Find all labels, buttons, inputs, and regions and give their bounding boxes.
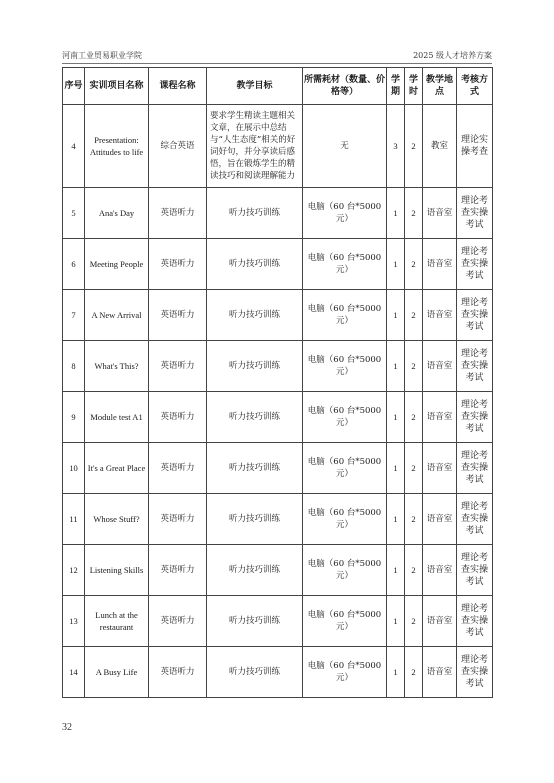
cell-goal: 听力技巧训练 (207, 290, 303, 341)
cell-assess: 理论考查实操考试 (457, 290, 493, 341)
table-row (63, 494, 493, 545)
cell-term: 1 (387, 494, 405, 545)
page-header (62, 50, 492, 61)
col-header-no: 序号 (63, 68, 85, 105)
table-header-row (63, 68, 493, 105)
cell-assess: 理论考查实操考试 (457, 239, 493, 290)
cell-project: It's a Great Place (85, 443, 149, 494)
cell-hours: 2 (405, 239, 423, 290)
cell-goal: 听力技巧训练 (207, 392, 303, 443)
training-table (62, 67, 493, 698)
cell-no: 8 (63, 341, 85, 392)
table-row (63, 392, 493, 443)
page-number: 32 (62, 722, 72, 733)
table-row (63, 239, 493, 290)
header-institution: 河南工业贸易职业学院 (62, 51, 142, 60)
cell-hours: 2 (405, 105, 423, 188)
header-rule (62, 63, 492, 64)
cell-course: 英语听力 (149, 443, 207, 494)
cell-no: 9 (63, 392, 85, 443)
col-header-course: 课程名称 (149, 68, 207, 105)
col-header-material: 所需耗材（数量、价格等） (303, 68, 387, 105)
cell-term: 1 (387, 290, 405, 341)
cell-assess: 理论考查实操考试 (457, 443, 493, 494)
cell-place: 语音室 (423, 494, 457, 545)
cell-project: Module test A1 (85, 392, 149, 443)
cell-goal: 听力技巧训练 (207, 596, 303, 647)
cell-goal: 听力技巧训练 (207, 239, 303, 290)
cell-no: 5 (63, 188, 85, 239)
cell-assess: 理论考查实操考试 (457, 545, 493, 596)
cell-goal: 听力技巧训练 (207, 341, 303, 392)
cell-course: 综合英语 (149, 105, 207, 188)
cell-material: 电脑（60 台*5000 元） (303, 239, 387, 290)
cell-hours: 2 (405, 545, 423, 596)
cell-assess: 理论考查实操考试 (457, 392, 493, 443)
cell-assess: 理论考查实操考试 (457, 494, 493, 545)
cell-no: 13 (63, 596, 85, 647)
cell-hours: 2 (405, 647, 423, 698)
cell-material: 电脑（60 台*5000 元） (303, 188, 387, 239)
cell-course: 英语听力 (149, 545, 207, 596)
cell-term: 1 (387, 341, 405, 392)
cell-no: 11 (63, 494, 85, 545)
cell-goal: 听力技巧训练 (207, 647, 303, 698)
table-row (63, 341, 493, 392)
table-row (63, 188, 493, 239)
cell-term: 3 (387, 105, 405, 188)
cell-assess: 理论考查实操考试 (457, 188, 493, 239)
cell-assess: 理论考查实操考试 (457, 647, 493, 698)
col-header-assess: 考核方式 (457, 68, 493, 105)
cell-project: Whose Stuff? (85, 494, 149, 545)
cell-assess: 理论考查实操考试 (457, 341, 493, 392)
cell-course: 英语听力 (149, 647, 207, 698)
cell-goal: 听力技巧训练 (207, 494, 303, 545)
col-header-hours: 学时 (405, 68, 423, 105)
cell-no: 7 (63, 290, 85, 341)
cell-place: 教室 (423, 105, 457, 188)
cell-no: 12 (63, 545, 85, 596)
cell-hours: 2 (405, 392, 423, 443)
cell-place: 语音室 (423, 647, 457, 698)
cell-term: 1 (387, 188, 405, 239)
col-header-project: 实训项目名称 (85, 68, 149, 105)
cell-hours: 2 (405, 443, 423, 494)
cell-material: 电脑（60 台*5000 元） (303, 494, 387, 545)
cell-place: 语音室 (423, 392, 457, 443)
cell-goal: 听力技巧训练 (207, 443, 303, 494)
table-row (63, 443, 493, 494)
cell-place: 语音室 (423, 596, 457, 647)
cell-project: A New Arrival (85, 290, 149, 341)
cell-goal: 要求学生精读主题相关文章，在展示中总结与“人生态度”相关的好词好句，并分享读后感悟，旨在锻炼学生的精读技巧和阅读理解能力 (207, 105, 303, 188)
header-doc-title: 2025 级人才培养方案 (413, 51, 492, 60)
cell-course: 英语听力 (149, 239, 207, 290)
cell-project: Listening Skills (85, 545, 149, 596)
cell-term: 1 (387, 239, 405, 290)
cell-material: 电脑（60 台*5000 元） (303, 596, 387, 647)
cell-project: Ana's Day (85, 188, 149, 239)
cell-term: 1 (387, 443, 405, 494)
cell-assess: 理论考查实操考试 (457, 596, 493, 647)
cell-material: 电脑（60 台*5000 元） (303, 545, 387, 596)
cell-project: Presentation: Attitudes to life (85, 105, 149, 188)
cell-place: 语音室 (423, 188, 457, 239)
cell-hours: 2 (405, 341, 423, 392)
cell-material: 电脑（60 台*5000 元） (303, 341, 387, 392)
cell-no: 14 (63, 647, 85, 698)
table-row (63, 545, 493, 596)
cell-project: Lunch at the restaurant (85, 596, 149, 647)
cell-no: 4 (63, 105, 85, 188)
cell-project: Meeting People (85, 239, 149, 290)
cell-term: 1 (387, 647, 405, 698)
cell-course: 英语听力 (149, 494, 207, 545)
col-header-goal: 教学目标 (207, 68, 303, 105)
cell-term: 1 (387, 545, 405, 596)
cell-place: 语音室 (423, 341, 457, 392)
cell-material: 电脑（60 台*5000 元） (303, 392, 387, 443)
table-row (63, 290, 493, 341)
cell-material: 电脑（60 台*5000 元） (303, 443, 387, 494)
cell-course: 英语听力 (149, 188, 207, 239)
cell-hours: 2 (405, 494, 423, 545)
cell-no: 6 (63, 239, 85, 290)
cell-goal: 听力技巧训练 (207, 545, 303, 596)
cell-term: 1 (387, 596, 405, 647)
cell-place: 语音室 (423, 443, 457, 494)
cell-hours: 2 (405, 290, 423, 341)
cell-material: 电脑（60 台*5000 元） (303, 290, 387, 341)
cell-place: 语音室 (423, 239, 457, 290)
cell-hours: 2 (405, 188, 423, 239)
cell-course: 英语听力 (149, 341, 207, 392)
cell-material: 无 (303, 105, 387, 188)
cell-term: 1 (387, 392, 405, 443)
cell-material: 电脑（60 台*5000 元） (303, 647, 387, 698)
cell-assess: 理论实操考查 (457, 105, 493, 188)
cell-no: 10 (63, 443, 85, 494)
cell-course: 英语听力 (149, 596, 207, 647)
cell-hours: 2 (405, 596, 423, 647)
table-row (63, 647, 493, 698)
cell-place: 语音室 (423, 290, 457, 341)
cell-project: A Busy Life (85, 647, 149, 698)
col-header-term: 学期 (387, 68, 405, 105)
table-row (63, 596, 493, 647)
cell-course: 英语听力 (149, 392, 207, 443)
table-row (63, 105, 493, 188)
cell-course: 英语听力 (149, 290, 207, 341)
cell-place: 语音室 (423, 545, 457, 596)
cell-project: What's This? (85, 341, 149, 392)
col-header-place: 教学地点 (423, 68, 457, 105)
cell-goal: 听力技巧训练 (207, 188, 303, 239)
